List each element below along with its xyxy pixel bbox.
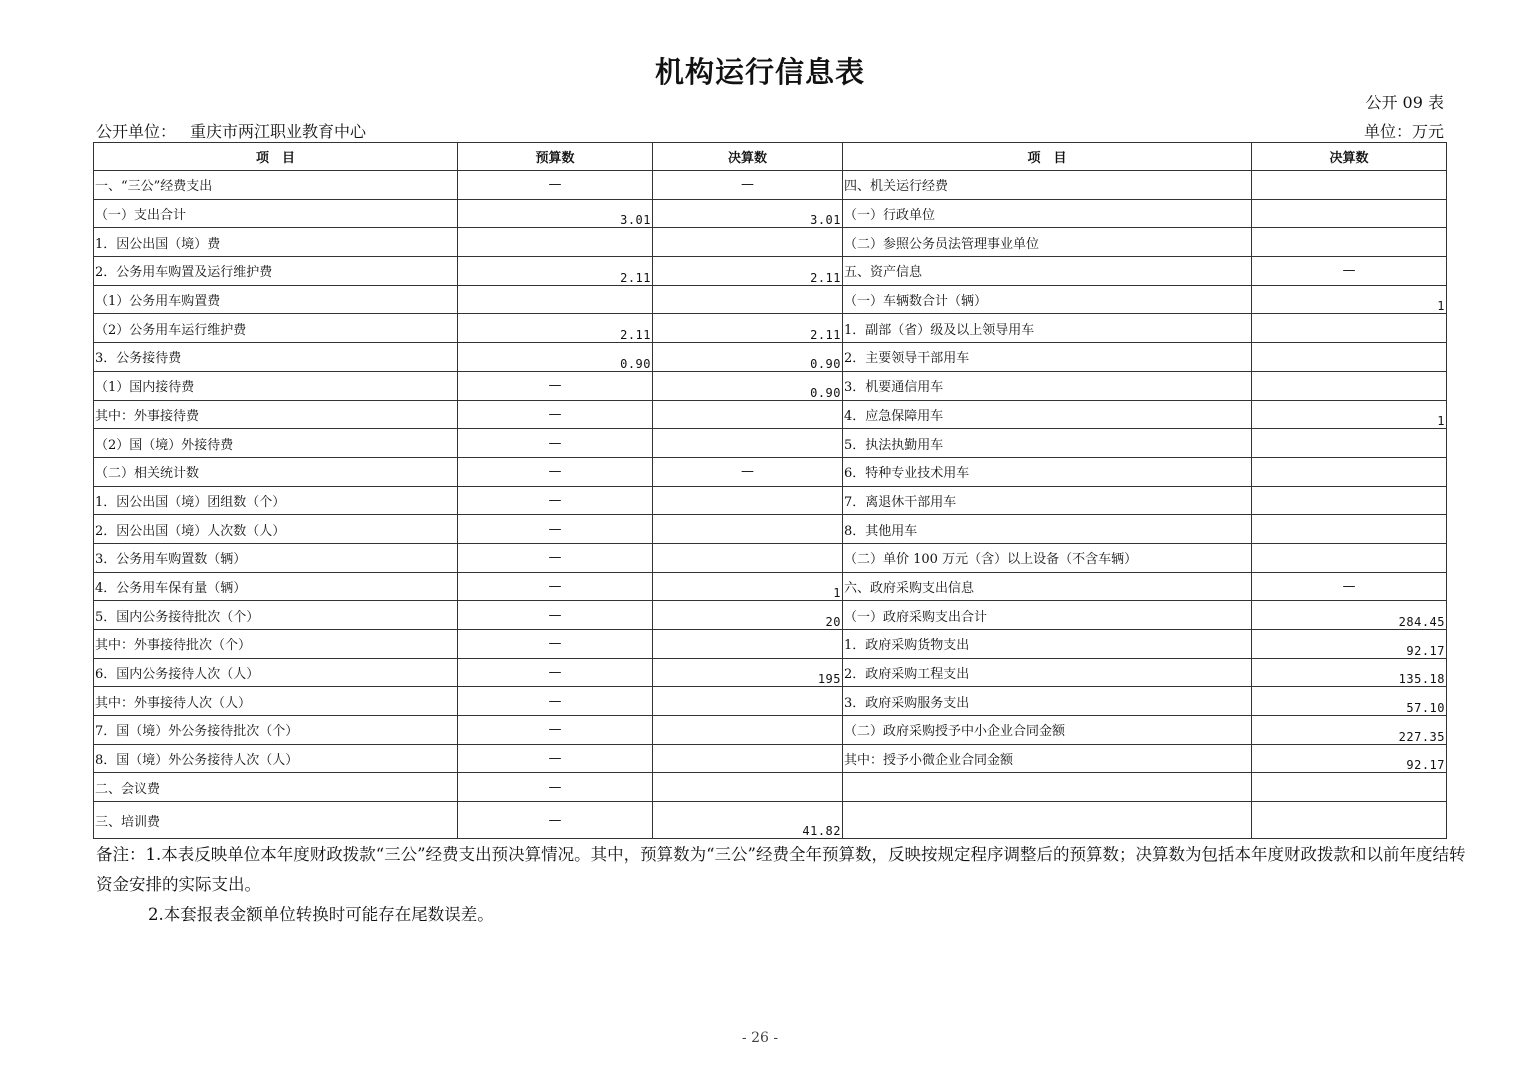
table-row xyxy=(94,285,1447,314)
right-final-cell xyxy=(1252,429,1447,458)
budget-cell: — xyxy=(458,601,653,630)
left-item-cell: （1）国内接待费 xyxy=(94,371,458,400)
budget-cell: 0.90 xyxy=(458,343,653,372)
table-row xyxy=(94,228,1447,257)
budget-cell: — xyxy=(458,658,653,687)
right-item-cell: （一）车辆数合计（辆） xyxy=(843,285,1252,314)
table-row xyxy=(94,486,1447,515)
left-item-cell: （二）相关统计数 xyxy=(94,457,458,486)
right-item-cell: 六、政府采购支出信息 xyxy=(843,572,1252,601)
right-final-cell: 135.18 xyxy=(1252,658,1447,687)
table-row xyxy=(94,802,1447,839)
right-final-cell xyxy=(1252,802,1447,839)
left-item-cell: 一、“三公”经费支出 xyxy=(94,171,458,200)
final-cell xyxy=(653,773,843,802)
left-item-cell: （2）国（境）外接待费 xyxy=(94,429,458,458)
left-item-cell: （1）公务用车购置费 xyxy=(94,285,458,314)
header-budget: 预算数 xyxy=(458,143,653,171)
table-row xyxy=(94,543,1447,572)
table-row xyxy=(94,343,1447,372)
final-cell xyxy=(653,716,843,745)
final-cell xyxy=(653,515,843,544)
table-row xyxy=(94,257,1447,286)
right-final-cell xyxy=(1252,543,1447,572)
table-row xyxy=(94,716,1447,745)
budget-cell: — xyxy=(458,773,653,802)
left-item-cell: 1．因公出国（境）费 xyxy=(94,228,458,257)
final-cell: 2.11 xyxy=(653,257,843,286)
budget-cell: — xyxy=(458,429,653,458)
budget-cell: — xyxy=(458,543,653,572)
table-row xyxy=(94,400,1447,429)
final-cell: 20 xyxy=(653,601,843,630)
right-item-cell: 6．特种专业技术用车 xyxy=(843,457,1252,486)
right-item-cell: 7．离退休干部用车 xyxy=(843,486,1252,515)
final-cell: 0.90 xyxy=(653,371,843,400)
right-final-cell: 1 xyxy=(1252,400,1447,429)
right-final-cell xyxy=(1252,199,1447,228)
table-row xyxy=(94,773,1447,802)
budget-cell: — xyxy=(458,515,653,544)
final-cell xyxy=(653,630,843,659)
right-final-cell xyxy=(1252,371,1447,400)
table-row xyxy=(94,515,1447,544)
right-final-cell: 227.35 xyxy=(1252,716,1447,745)
left-item-cell: 其中：外事接待批次（个） xyxy=(94,630,458,659)
right-item-cell xyxy=(843,802,1252,839)
info-table xyxy=(93,142,1447,839)
budget-cell: — xyxy=(458,687,653,716)
reporting-unit-name: 重庆市两江职业教育中心 xyxy=(190,122,367,141)
left-item-cell: 二、会议费 xyxy=(94,773,458,802)
budget-cell: — xyxy=(458,486,653,515)
page-number: - 26 - xyxy=(741,1030,779,1046)
right-final-cell: 1 xyxy=(1252,285,1447,314)
budget-cell xyxy=(458,228,653,257)
right-final-cell: — xyxy=(1252,257,1447,286)
left-item-cell: 4．公务用车保有量（辆） xyxy=(94,572,458,601)
budget-cell: — xyxy=(458,457,653,486)
note-2: 2.本套报表金额单位转换时可能存在尾数误差。 xyxy=(148,905,494,924)
right-final-cell xyxy=(1252,773,1447,802)
table-row xyxy=(94,314,1447,343)
final-cell: 2.11 xyxy=(653,314,843,343)
budget-cell: 2.11 xyxy=(458,257,653,286)
right-item-cell: 其中：授予小微企业合同金额 xyxy=(843,744,1252,773)
budget-cell: — xyxy=(458,716,653,745)
table-row xyxy=(94,199,1447,228)
left-item-cell: 其中：外事接待费 xyxy=(94,400,458,429)
final-cell: 0.90 xyxy=(653,343,843,372)
budget-cell: 2.11 xyxy=(458,314,653,343)
table-row xyxy=(94,572,1447,601)
left-item-cell: 6．国内公务接待人次（人） xyxy=(94,658,458,687)
final-cell: 3.01 xyxy=(653,199,843,228)
right-item-cell: （二）参照公务员法管理事业单位 xyxy=(843,228,1252,257)
right-item-cell: 2．主要领导干部用车 xyxy=(843,343,1252,372)
table-row xyxy=(94,371,1447,400)
left-item-cell: （一）支出合计 xyxy=(94,199,458,228)
table-row xyxy=(94,601,1447,630)
right-item-cell: 3．机要通信用车 xyxy=(843,371,1252,400)
right-final-cell xyxy=(1252,457,1447,486)
right-item-cell: 四、机关运行经费 xyxy=(843,171,1252,200)
budget-cell: — xyxy=(458,744,653,773)
budget-cell: — xyxy=(458,572,653,601)
left-item-cell: 5．国内公务接待批次（个） xyxy=(94,601,458,630)
right-item-cell: 3．政府采购服务支出 xyxy=(843,687,1252,716)
right-item-cell xyxy=(843,773,1252,802)
budget-cell: — xyxy=(458,371,653,400)
right-final-cell: 284.45 xyxy=(1252,601,1447,630)
left-item-cell: 3．公务用车购置数（辆） xyxy=(94,543,458,572)
money-unit: 单位：万元 xyxy=(1363,122,1444,141)
notes xyxy=(96,840,1476,930)
final-cell xyxy=(653,687,843,716)
header-item-right: 项 目 xyxy=(843,143,1252,171)
form-number: 公开 09 表 xyxy=(1365,93,1444,112)
table-row xyxy=(94,457,1447,486)
table-row xyxy=(94,658,1447,687)
budget-cell: — xyxy=(458,630,653,659)
right-final-cell xyxy=(1252,343,1447,372)
right-final-cell xyxy=(1252,515,1447,544)
table-row xyxy=(94,744,1447,773)
final-cell xyxy=(653,400,843,429)
left-item-cell: 8．国（境）外公务接待人次（人） xyxy=(94,744,458,773)
budget-cell: 3.01 xyxy=(458,199,653,228)
final-cell xyxy=(653,228,843,257)
budget-cell xyxy=(458,285,653,314)
final-cell: — xyxy=(653,457,843,486)
right-item-cell: 2．政府采购工程支出 xyxy=(843,658,1252,687)
right-item-cell: 5．执法执勤用车 xyxy=(843,429,1252,458)
table-body xyxy=(94,171,1447,839)
right-item-cell: （二）政府采购授予中小企业合同金额 xyxy=(843,716,1252,745)
reporting-unit xyxy=(96,119,366,142)
right-item-cell: （二）单价 100 万元（含）以上设备（不含车辆） xyxy=(843,543,1252,572)
header-item-left: 项 目 xyxy=(94,143,458,171)
final-cell: — xyxy=(653,171,843,200)
final-cell xyxy=(653,429,843,458)
right-item-cell: （一）行政单位 xyxy=(843,199,1252,228)
left-item-cell: 1．因公出国（境）团组数（个） xyxy=(94,486,458,515)
right-item-cell: 1．副部（省）级及以上领导用车 xyxy=(843,314,1252,343)
left-item-cell: 2．因公出国（境）人次数（人） xyxy=(94,515,458,544)
right-item-cell: （一）政府采购支出合计 xyxy=(843,601,1252,630)
budget-cell: — xyxy=(458,802,653,839)
table-row xyxy=(94,171,1447,200)
budget-cell: — xyxy=(458,400,653,429)
budget-cell: — xyxy=(458,171,653,200)
final-cell: 41.82 xyxy=(653,802,843,839)
left-item-cell: 其中：外事接待人次（人） xyxy=(94,687,458,716)
table-row xyxy=(94,687,1447,716)
right-final-cell xyxy=(1252,314,1447,343)
page-title: 机构运行信息表 xyxy=(654,55,865,89)
final-cell xyxy=(653,543,843,572)
right-final-cell: — xyxy=(1252,572,1447,601)
right-final-cell xyxy=(1252,228,1447,257)
left-item-cell: 三、培训费 xyxy=(94,802,458,839)
final-cell xyxy=(653,285,843,314)
table-header-row xyxy=(94,143,1447,171)
right-final-cell xyxy=(1252,171,1447,200)
reporting-unit-label: 公开单位： xyxy=(96,122,177,141)
right-item-cell: 五、资产信息 xyxy=(843,257,1252,286)
final-cell xyxy=(653,744,843,773)
right-item-cell: 8．其他用车 xyxy=(843,515,1252,544)
final-cell: 1 xyxy=(653,572,843,601)
header-final-right: 决算数 xyxy=(1252,143,1447,171)
header-final-left: 决算数 xyxy=(653,143,843,171)
table-row xyxy=(94,630,1447,659)
left-item-cell: （2）公务用车运行维护费 xyxy=(94,314,458,343)
left-item-cell: 2．公务用车购置及运行维护费 xyxy=(94,257,458,286)
right-final-cell: 92.17 xyxy=(1252,630,1447,659)
left-item-cell: 3．公务接待费 xyxy=(94,343,458,372)
left-item-cell: 7．国（境）外公务接待批次（个） xyxy=(94,716,458,745)
note-1: 备注：1.本表反映单位本年度财政拨款“三公”经费支出预决算情况。其中，预算数为“三公”经费全年预算数，反映按规定程序调整后的预算数；决算数为包括本年度财政拨款和以前年度结转资金安排的实际支出。 xyxy=(96,845,1466,894)
right-item-cell: 1．政府采购货物支出 xyxy=(843,630,1252,659)
final-cell xyxy=(653,486,843,515)
right-final-cell: 92.17 xyxy=(1252,744,1447,773)
right-final-cell: 57.10 xyxy=(1252,687,1447,716)
right-item-cell: 4．应急保障用车 xyxy=(843,400,1252,429)
final-cell: 195 xyxy=(653,658,843,687)
table-row xyxy=(94,429,1447,458)
right-final-cell xyxy=(1252,486,1447,515)
